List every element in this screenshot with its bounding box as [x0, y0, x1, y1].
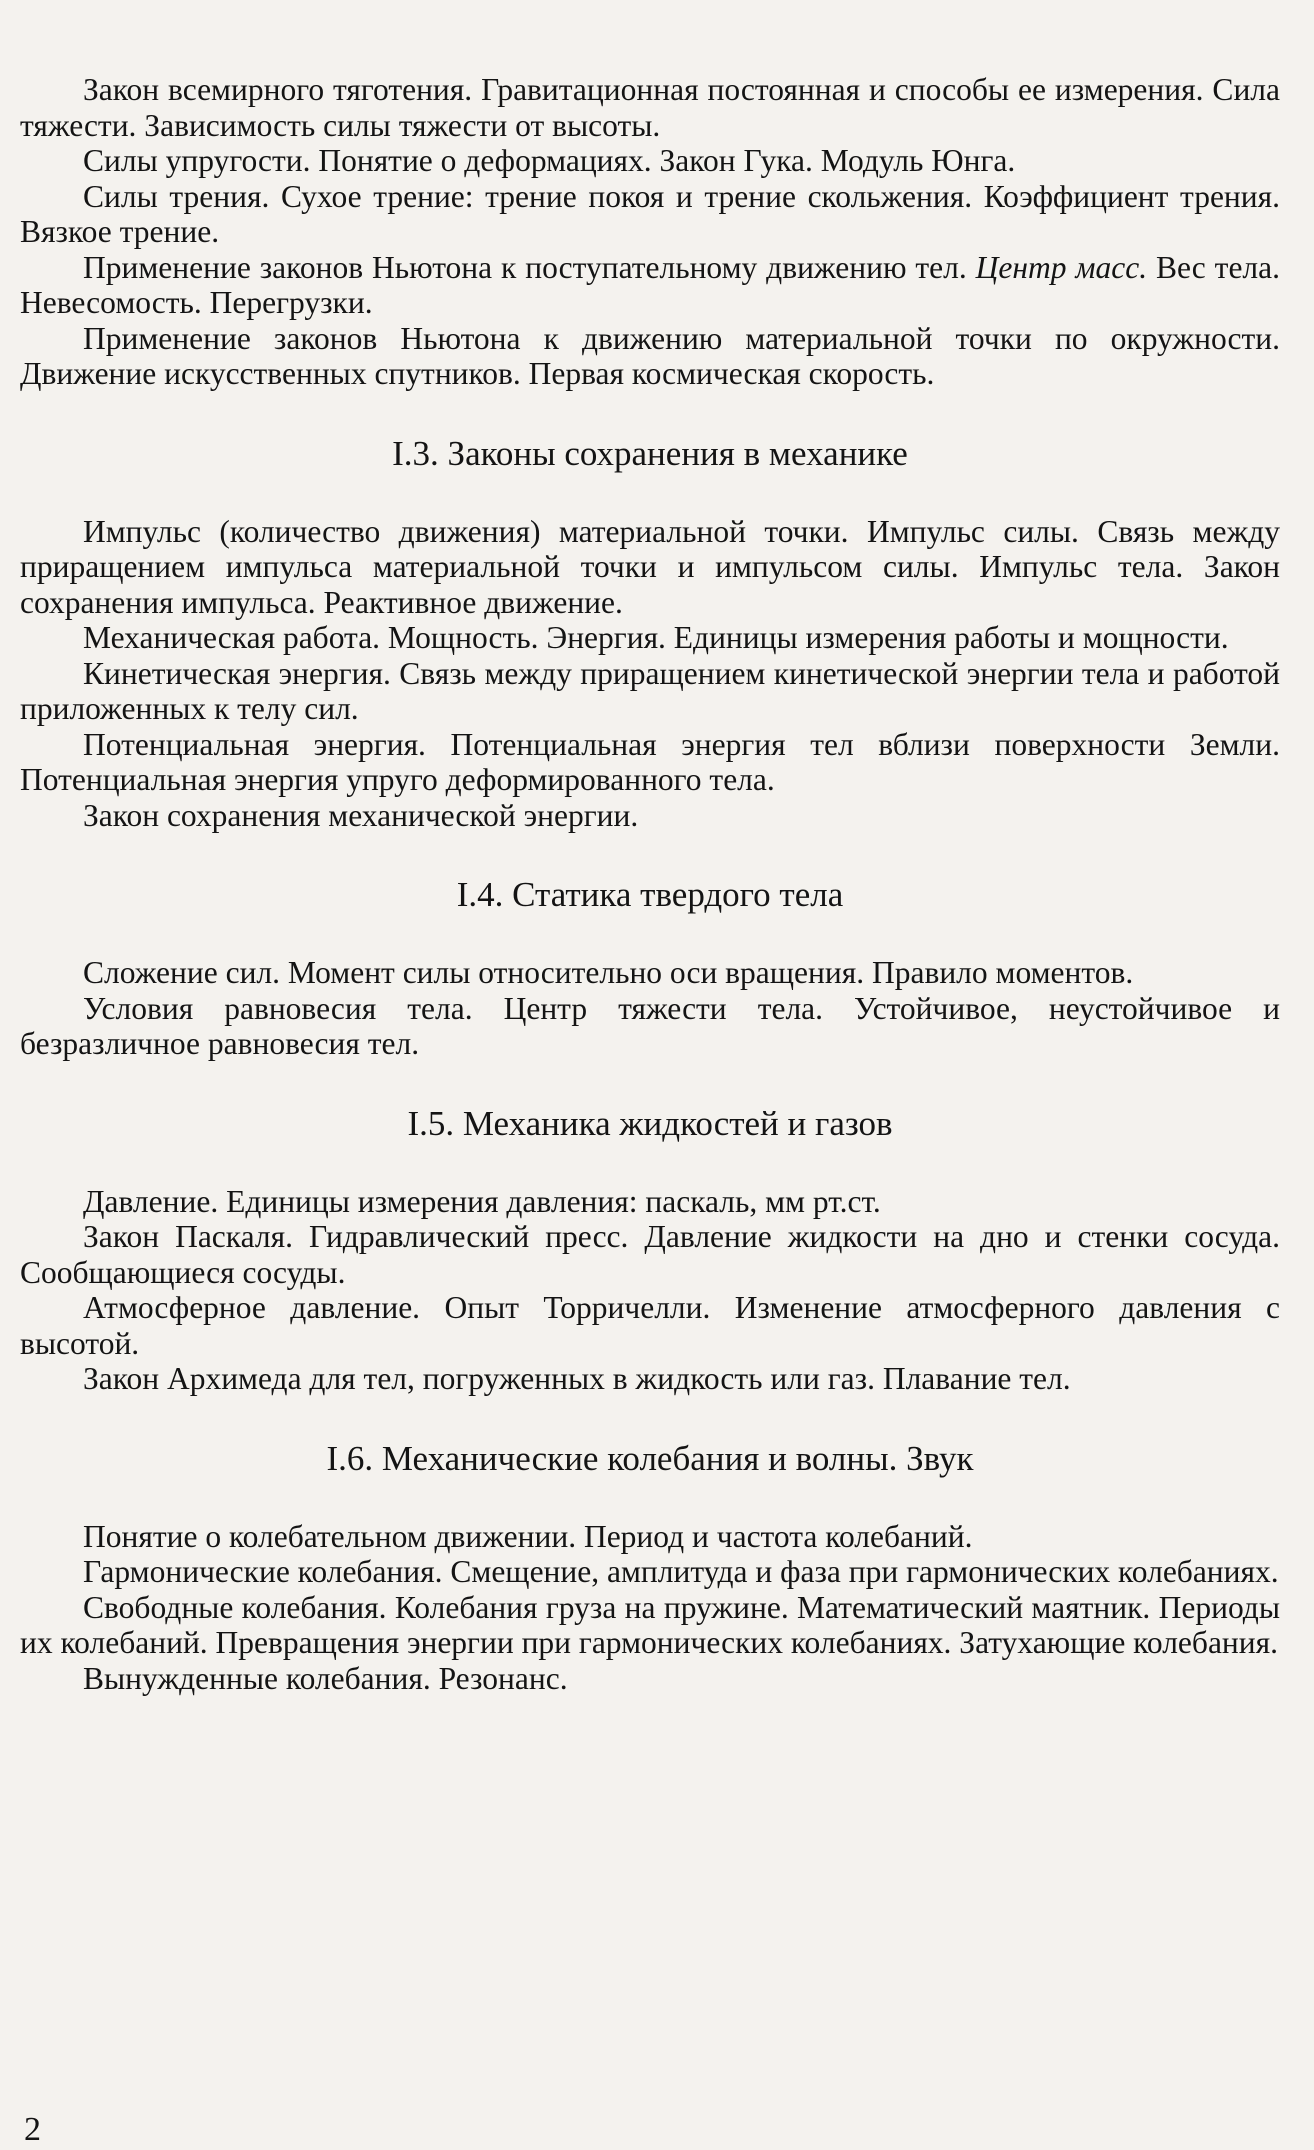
italic-term: Центр масс.	[975, 249, 1148, 285]
paragraph: Сложение сил. Момент силы относительно оси вращения. Правило моментов.	[83, 955, 1134, 990]
paragraph: Силы трения. Сухое трение: трение покоя и трение скольжения. Коэффициент трения. Вязкое трение.	[20, 178, 1280, 249]
section-conservation-laws	[20, 434, 1280, 834]
page-number: 2	[24, 2111, 41, 2148]
paragraph: Закон Архимеда для тел, погруженных в жидкость или газ. Плавание тел.	[83, 1361, 1071, 1396]
paragraph: Условия равновесия тела. Центр тяжести тела. Устойчивое, неустойчивое и безразличное равновесия тел.	[20, 990, 1280, 1061]
paragraph: Закон всемирного тяготения. Гравитационная постоянная и способы ее измерения. Сила тяжести. Зависимость силы тяжести от высоты.	[20, 72, 1280, 143]
paragraph: Гармонические колебания. Смещение, амплитуда и фаза при гармонических колебаниях.	[83, 1554, 1279, 1589]
intro-section	[20, 72, 1280, 392]
section-fluid-mechanics	[20, 1104, 1280, 1397]
section-oscillations	[20, 1439, 1280, 1697]
paragraph: Механическая работа. Мощность. Энергия. Единицы измерения работы и мощности.	[83, 620, 1229, 655]
paragraph: Закон Паскаля. Гидравлический пресс. Давление жидкости на дно и стенки сосуда. Сообщающиеся сосуды.	[20, 1219, 1280, 1290]
paragraph: Кинетическая энергия. Связь между приращением кинетической энергии тела и работой приложенных к телу сил.	[20, 655, 1280, 726]
paragraph: Вынужденные колебания. Резонанс.	[83, 1660, 568, 1696]
section-heading: I.3. Законы сохранения в механике	[392, 433, 908, 473]
section-heading: I.4. Статика твердого тела	[456, 875, 844, 914]
paragraph-newton-translational	[20, 250, 1280, 321]
paragraph-text: Применение законов Ньютона к поступательному движению тел.	[83, 249, 967, 285]
paragraph: Импульс (количество движения) материальной точки. Импульс силы. Связь между приращением импульса материальной точки и импульсом силы. Импульс тела. Закон сохранения импульса. Реактивное движение.	[20, 513, 1280, 620]
document-page	[20, 72, 1280, 1696]
paragraph: Силы упругости. Понятие о деформациях. Закон Гука. Модуль Юнга.	[83, 143, 1016, 178]
paragraph: Атмосферное давление. Опыт Торричелли. Изменение атмосферного давления с высотой.	[20, 1290, 1280, 1361]
paragraph: Потенциальная энергия. Потенциальная энергия тел вблизи поверхности Земли. Потенциальная энергия упруго деформированного тела.	[20, 726, 1280, 797]
paragraph: Давление. Единицы измерения давления: паскаль, мм рт.ст.	[83, 1183, 881, 1219]
paragraph: Понятие о колебательном движении. Период и частота колебаний.	[83, 1518, 973, 1554]
section-heading: I.5. Механика жидкостей и газов	[407, 1103, 893, 1143]
section-statics	[20, 875, 1280, 1062]
paragraph: Применение законов Ньютона к движению материальной точки по окружности. Движение искусственных спутников. Первая космическая скорость.	[20, 320, 1280, 391]
section-heading: I.6. Механические колебания и волны. Звук	[326, 1438, 974, 1478]
paragraph: Закон сохранения механической энергии.	[83, 797, 639, 833]
paragraph-text: Вес тела. Невесомость. Перегрузки.	[20, 249, 1280, 320]
paragraph: Свободные колебания. Колебания груза на пружине. Математический маятник. Периоды их колебаний. Превращения энергии при гармонических колебаниях. Затухающие колебания.	[20, 1589, 1280, 1660]
